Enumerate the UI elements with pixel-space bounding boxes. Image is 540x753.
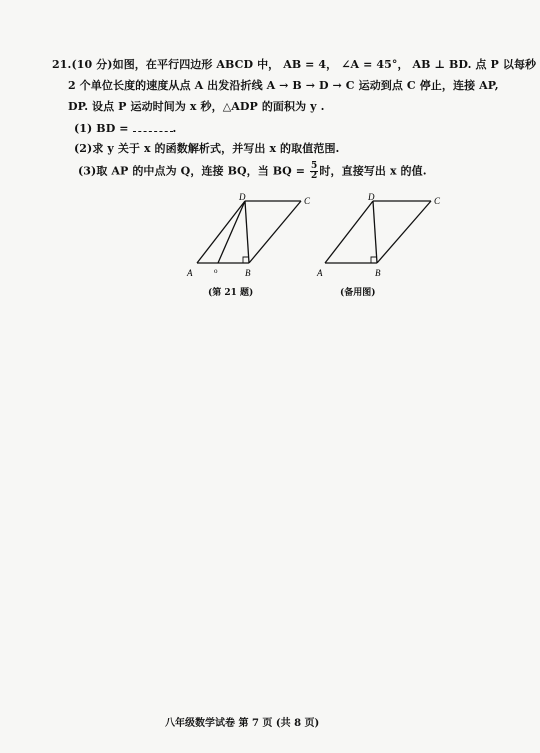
segment-BC (249, 201, 301, 263)
label-P: o (214, 267, 218, 275)
segment-BD-spare (373, 201, 377, 263)
figure-parallelogram-spare (315, 190, 445, 285)
question-3-end: 时，直接写出 x 的值. (319, 164, 427, 178)
answer-blank (133, 121, 173, 132)
question-1-end: . (172, 122, 177, 135)
question-3 (78, 162, 427, 181)
question-1 (74, 121, 176, 136)
label-B-spare: B (375, 268, 381, 278)
problem-line-1 (52, 58, 536, 72)
label-A-spare: A (317, 268, 323, 278)
label-C-spare: C (434, 196, 441, 206)
question-1-text: (1) BD = (74, 122, 129, 135)
segment-BC-spare (377, 201, 431, 263)
segment-DP (218, 201, 245, 263)
caption-spare: (备用图) (340, 288, 376, 298)
figure-parallelogram-main (185, 190, 315, 285)
question-3-text: (3)取 AP 的中点为 Q，连接 BQ，当 BQ = (78, 164, 306, 178)
question-2: (2)求 y 关于 x 的函数解析式，并写出 x 的取值范围. (74, 142, 340, 155)
segment-AD-spare (325, 201, 373, 263)
problem-line-2: 2 个单位长度的速度从点 A 出发沿折线 A → B → D → C 运动到点 C 停止，连接 AP, (68, 79, 499, 92)
fraction-denominator: 2 (311, 171, 318, 181)
problem-text-1: 如图，在平行四边形 ABCD 中， AB = 4， ∠A = 45°， AB ⊥ BD. 点 P 以每秒 (112, 58, 537, 71)
segment-AD (197, 201, 245, 263)
label-B: B (245, 268, 251, 278)
caption-main: (第 21 题) (208, 288, 254, 298)
label-D-spare: D (368, 192, 375, 202)
segment-BD (245, 201, 249, 263)
label-C: C (304, 196, 311, 206)
problem-line-3: DP. 设点 P 运动时间为 x 秒，△ADP 的面积为 y . (68, 100, 325, 113)
fraction-five-halves (310, 162, 318, 181)
label-D: D (239, 192, 246, 202)
fraction-numerator: 5 (311, 161, 318, 171)
problem-number: 21. (52, 58, 72, 71)
page-footer: 八年级数学试卷 第 7 页 (共 8 页) (165, 718, 320, 729)
problem-score: (10 分) (71, 58, 113, 71)
label-A: A (187, 268, 193, 278)
